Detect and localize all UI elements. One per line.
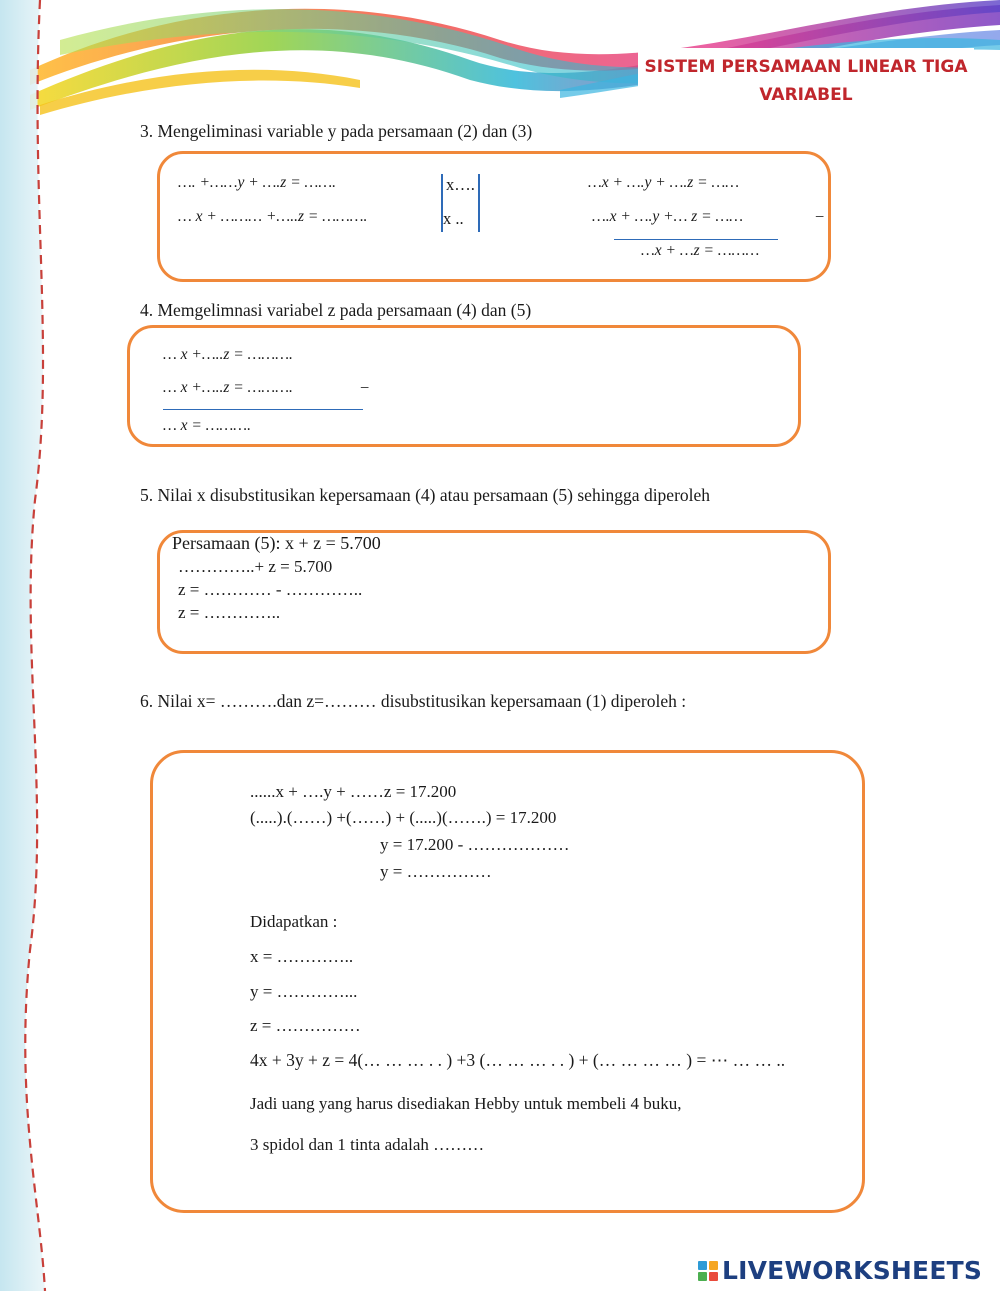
- title-line-2: VARIABEL: [759, 85, 853, 105]
- q3-right-row1: …x + ….y + ….z = ……: [588, 174, 740, 191]
- q3-sum-line: [614, 239, 778, 240]
- q4-row2: … x +…..z = ……….: [163, 379, 293, 396]
- q3-multiplier-2: x ..: [443, 209, 464, 228]
- q5-line1: Persamaan (5): x + z = 5.700: [172, 533, 381, 553]
- q6-eq3: y = 17.200 - ………………: [380, 835, 570, 854]
- q6-didapatkan: Didapatkan :: [250, 912, 338, 931]
- q5-line4: z = …………..: [178, 603, 281, 622]
- worksheet-title: [638, 48, 974, 120]
- q5-line2: …………..+ z = 5.700: [178, 557, 333, 576]
- q6-eq2: (.....).(……) +(……) + (.....)(…….) = 17.200: [250, 808, 557, 827]
- logo-text: LIVEWORKSHEETS: [722, 1256, 983, 1285]
- q4-heading: 4. Memgelimnasi variabel z pada persamaan (4) dan (5): [140, 300, 532, 320]
- q4-result: … x = ……….: [163, 417, 251, 434]
- q6-x-answer: x = …………..: [250, 947, 354, 966]
- q6-conclusion-line2: 3 spidol dan 1 tinta adalah ………: [250, 1135, 485, 1154]
- q5-line3: z = ………… - …………..: [178, 580, 363, 599]
- q3-right-row2: ….x + ….y +… z = ……: [592, 208, 744, 225]
- q6-heading: 6. Nilai x= ……….dan z=……… disubstitusikan kepersamaan (1) diperoleh :: [140, 691, 687, 711]
- q6-y-answer: y = …………...: [250, 982, 358, 1001]
- q6-eq4: y = ……………: [380, 862, 492, 881]
- q4-minus-sign: −: [360, 378, 370, 397]
- title-line-1: SISTEM PERSAMAAN LINEAR TIGA: [644, 57, 968, 77]
- liveworksheets-logo[interactable]: [698, 1256, 982, 1285]
- q3-heading: 3. Mengeliminasi variable y pada persamaan (2) dan (3): [140, 121, 533, 141]
- q3-left-row2: … x + ……… +…..z = ……….: [178, 208, 368, 225]
- q3-minus-sign: −: [815, 207, 825, 226]
- q6-total-expression: 4x + 3y + z = 4(… … … . . ) +3 (… … … . . ) + (… … … … ) = ⋯ … … ..: [250, 1050, 786, 1070]
- q3-multiplier-bar-right: [478, 174, 480, 232]
- q4-row1: … x +…..z = ……….: [163, 346, 293, 363]
- q3-left-row1: …. +……y + ….z = …….: [178, 174, 336, 191]
- q3-result: …x + …z = ………: [641, 242, 760, 259]
- q6-conclusion-line1: Jadi uang yang harus disediakan Hebby untuk membeli 4 buku,: [250, 1094, 682, 1113]
- q6-z-answer: z = ……………: [250, 1016, 361, 1035]
- q5-heading: 5. Nilai x disubstitusikan kepersamaan (4) atau persamaan (5) sehingga diperoleh: [140, 485, 711, 505]
- q4-sum-line: [163, 409, 363, 410]
- left-border-decoration: [0, 0, 70, 1291]
- q3-multiplier-1: x….: [446, 175, 475, 194]
- q6-eq1: ......x + ….y + ……z = 17.200: [250, 782, 457, 801]
- logo-mark-icon: [698, 1261, 718, 1281]
